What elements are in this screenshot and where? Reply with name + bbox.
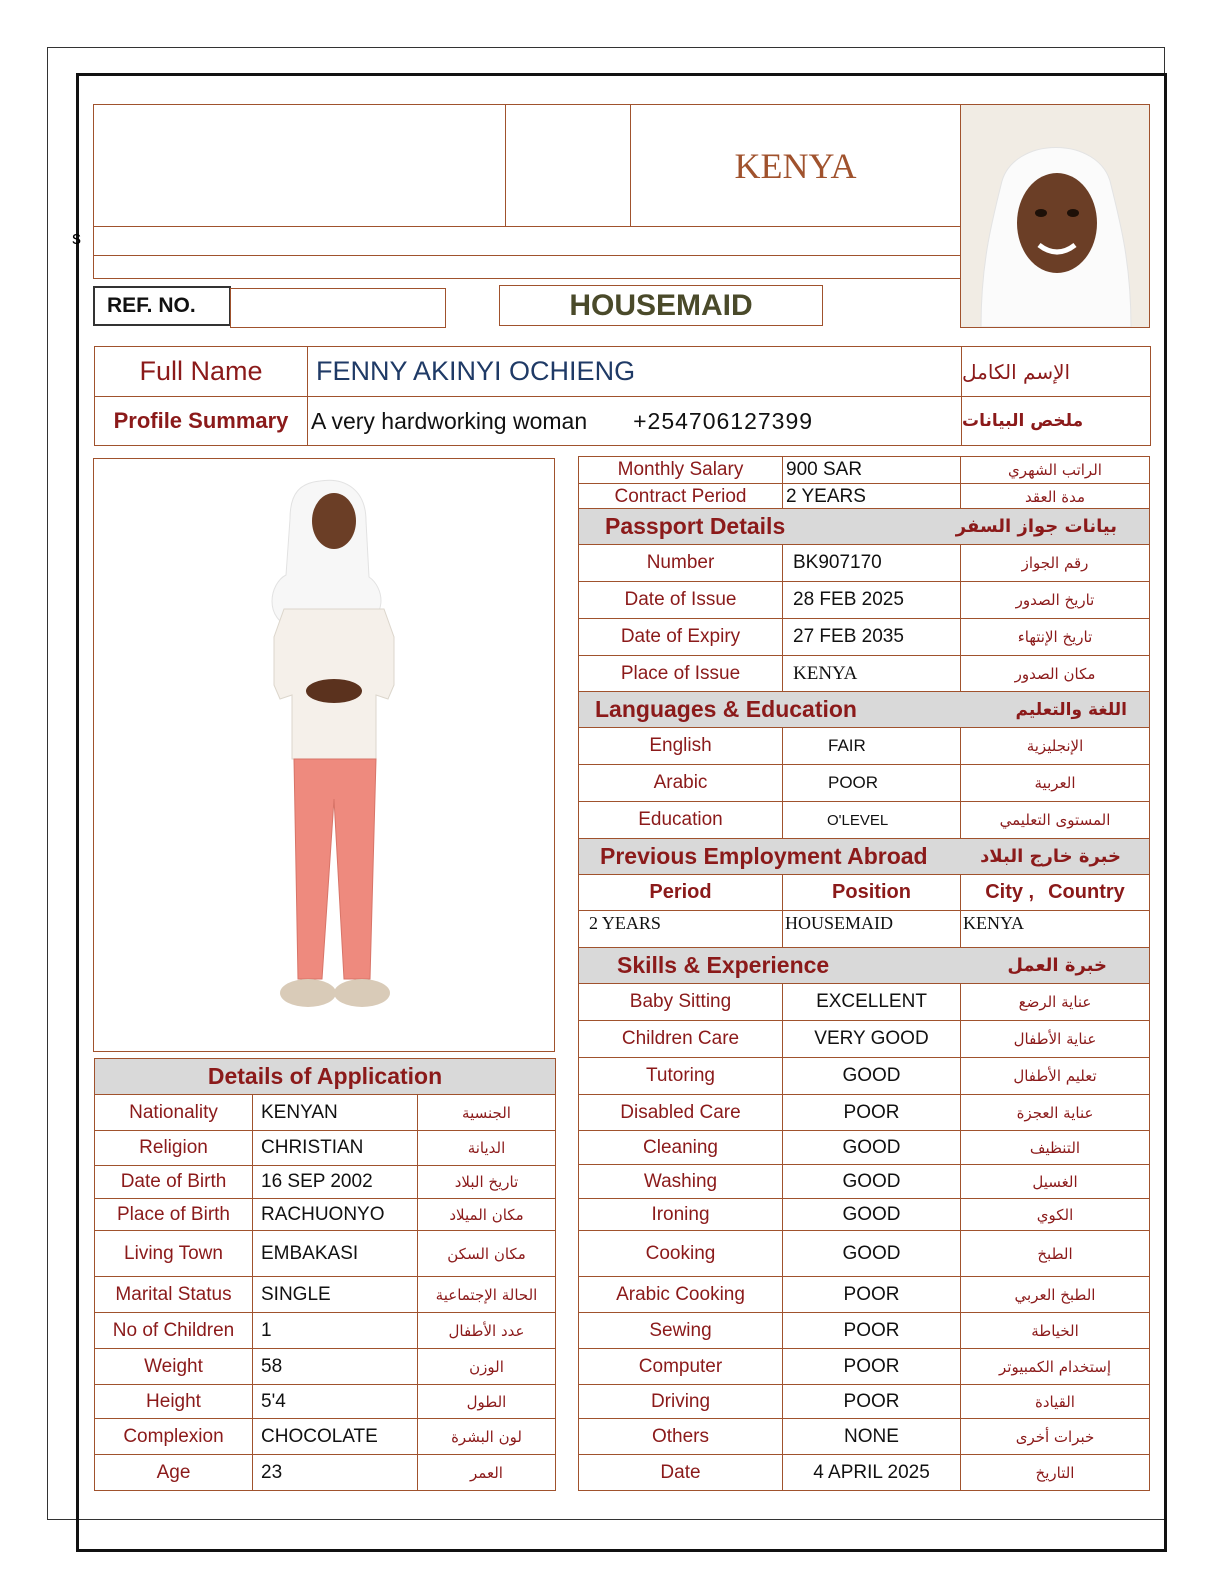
skill-row-ar: عناية العجزة <box>960 1094 1150 1131</box>
position-title: HOUSEMAID <box>499 285 823 326</box>
employment-col-country: Country <box>1048 881 1125 903</box>
ref-no-label: REF. NO. <box>93 286 231 326</box>
application-row-ar: مكان السكن <box>417 1230 556 1277</box>
skill-row-value: GOOD <box>782 1164 961 1199</box>
skill-row-ar: الطبخ <box>960 1230 1150 1277</box>
skill-row-label: Tutoring <box>578 1057 783 1095</box>
application-row-value: 5'4 <box>252 1384 418 1419</box>
employment-row-country: KENYA <box>960 910 1150 948</box>
passport-row-value: KENYA <box>782 655 961 693</box>
application-row-label: Complexion <box>94 1418 253 1455</box>
language-row-label: Education <box>578 801 783 839</box>
skills-section-header <box>578 947 1150 984</box>
application-row-label: Living Town <box>94 1230 253 1277</box>
profile-summary-label: Profile Summary <box>94 396 308 446</box>
header-blank-row-1 <box>93 226 961 256</box>
profile-summary-value <box>307 396 962 446</box>
full-body-photo <box>93 458 555 1052</box>
skill-row-value: GOOD <box>782 1230 961 1277</box>
skill-row-ar: التاريخ <box>960 1454 1150 1491</box>
header-blank-box-1 <box>93 104 506 227</box>
passport-row-value: 27 FEB 2035 <box>782 618 961 656</box>
application-row-value: 16 SEP 2002 <box>252 1165 418 1199</box>
passport-row-ar: تاريخ الصدور <box>960 581 1150 619</box>
skill-row-ar: عناية الأطفال <box>960 1020 1150 1058</box>
skill-row-ar: الكوي <box>960 1198 1150 1231</box>
skill-row-ar: عناية الرضع <box>960 983 1150 1021</box>
skill-row-value: NONE <box>782 1418 961 1455</box>
languages-section-title: Languages & Education <box>595 696 857 722</box>
passport-row-ar: تاريخ الإنتهاء <box>960 618 1150 656</box>
skill-row-ar: التنظيف <box>960 1130 1150 1165</box>
skills-section-title-ar: خبرة العمل <box>1007 955 1107 976</box>
skill-row-label: Arabic Cooking <box>578 1276 783 1313</box>
full-name-ar: الإسم الكامل <box>961 346 1151 397</box>
employment-section-title: Previous Employment Abroad <box>600 843 928 869</box>
skill-row-value: GOOD <box>782 1057 961 1095</box>
full-name-value: FENNY AKINYI OCHIENG <box>307 346 962 397</box>
employment-col-city: City , <box>985 881 1035 903</box>
application-row-ar: عدد الأطفال <box>417 1312 556 1349</box>
application-row-label: Marital Status <box>94 1276 253 1313</box>
profile-summary-ar: ملخص البيانات <box>961 396 1151 446</box>
skill-row-label: Others <box>578 1418 783 1455</box>
ref-no-field <box>230 288 446 328</box>
passport-row-label: Place of Issue <box>578 655 783 693</box>
application-row-value: SINGLE <box>252 1276 418 1313</box>
skill-row-label: Cleaning <box>578 1130 783 1165</box>
skill-row-value: 4 APRIL 2025 <box>782 1454 961 1491</box>
application-row-value: RACHUONYO <box>252 1198 418 1231</box>
application-row-ar: العمر <box>417 1454 556 1491</box>
passport-row-value: BK907170 <box>782 544 961 582</box>
application-row-value: 58 <box>252 1348 418 1385</box>
application-row-ar: الجنسية <box>417 1094 556 1131</box>
language-row-ar: الإنجليزية <box>960 727 1150 765</box>
employment-section-header <box>578 838 1150 875</box>
passport-row-value: 28 FEB 2025 <box>782 581 961 619</box>
skill-row-ar: خبرات أخرى <box>960 1418 1150 1455</box>
application-row-value: CHOCOLATE <box>252 1418 418 1455</box>
skill-row-label: Cooking <box>578 1230 783 1277</box>
languages-section-header <box>578 691 1150 728</box>
skill-row-value: POOR <box>782 1348 961 1385</box>
language-row-value: FAIR <box>782 727 961 765</box>
contract-row-ar: مدة العقد <box>960 483 1150 510</box>
language-row-ar: العربية <box>960 764 1150 802</box>
application-row-label: Place of Birth <box>94 1198 253 1231</box>
language-row-label: Arabic <box>578 764 783 802</box>
skill-row-label: Driving <box>578 1384 783 1419</box>
application-row-label: Weight <box>94 1348 253 1385</box>
skill-row-label: Date <box>578 1454 783 1491</box>
full-body-illustration <box>94 459 554 1051</box>
application-row-label: Age <box>94 1454 253 1491</box>
contract-row-label: Monthly Salary <box>578 456 783 484</box>
application-row-label: Religion <box>94 1130 253 1166</box>
application-row-ar: مكان الميلاد <box>417 1198 556 1231</box>
skill-row-ar: إستخدام الكمبيوتر <box>960 1348 1150 1385</box>
profile-summary-text: A very hardworking woman <box>311 407 588 434</box>
application-row-value: KENYAN <box>252 1094 418 1131</box>
skill-row-value: POOR <box>782 1094 961 1131</box>
skill-row-ar: الغسيل <box>960 1164 1150 1199</box>
stray-mark: s <box>72 228 81 248</box>
passport-section-title-ar: بيانات جواز السفر <box>955 516 1117 537</box>
skill-row-ar: تعليم الأطفال <box>960 1057 1150 1095</box>
application-row-value: 23 <box>252 1454 418 1491</box>
skill-row-value: POOR <box>782 1276 961 1313</box>
employment-section-title-ar: خبرة خارج البلاد <box>980 846 1121 867</box>
skill-row-label: Ironing <box>578 1198 783 1231</box>
language-row-label: English <box>578 727 783 765</box>
application-row-value: 1 <box>252 1312 418 1349</box>
employment-col-position: Position <box>782 874 961 911</box>
header-blank-row-2 <box>93 255 961 279</box>
passport-row-label: Date of Issue <box>578 581 783 619</box>
language-row-value: O'LEVEL <box>782 801 961 839</box>
skill-row-label: Sewing <box>578 1312 783 1349</box>
languages-section-title-ar: اللغة والتعليم <box>1015 699 1127 720</box>
skill-row-value: GOOD <box>782 1198 961 1231</box>
application-row-value: EMBAKASI <box>252 1230 418 1277</box>
employment-row-period: 2 YEARS <box>578 910 783 948</box>
application-row-ar: الديانة <box>417 1130 556 1166</box>
passport-row-ar: رقم الجواز <box>960 544 1150 582</box>
skill-row-ar: الطبخ العربي <box>960 1276 1150 1313</box>
skill-row-value: GOOD <box>782 1130 961 1165</box>
contract-row-ar: الراتب الشهري <box>960 456 1150 484</box>
employment-col-period: Period <box>578 874 783 911</box>
headshot-photo <box>960 104 1150 328</box>
application-row-value: CHRISTIAN <box>252 1130 418 1166</box>
skill-row-value: VERY GOOD <box>782 1020 961 1058</box>
contract-row-value: 900 SAR <box>782 456 961 484</box>
employment-col-city-country <box>960 874 1150 911</box>
skill-row-label: Washing <box>578 1164 783 1199</box>
skill-row-label: Disabled Care <box>578 1094 783 1131</box>
passport-row-ar: مكان الصدور <box>960 655 1150 693</box>
application-row-ar: الحالة الإجتماعية <box>417 1276 556 1313</box>
country-title: KENYA <box>630 104 961 227</box>
application-row-label: No of Children <box>94 1312 253 1349</box>
skill-row-value: POOR <box>782 1384 961 1419</box>
contract-row-label: Contract Period <box>578 483 783 510</box>
header-blank-box-2 <box>505 104 631 227</box>
passport-section-title: Passport Details <box>605 513 786 539</box>
skill-row-value: POOR <box>782 1312 961 1349</box>
application-row-ar: تاريخ البلاد <box>417 1165 556 1199</box>
language-row-value: POOR <box>782 764 961 802</box>
passport-row-label: Date of Expiry <box>578 618 783 656</box>
application-row-label: Nationality <box>94 1094 253 1131</box>
passport-section-header <box>578 508 1150 545</box>
skill-row-label: Baby Sitting <box>578 983 783 1021</box>
headshot-illustration <box>961 105 1149 327</box>
skill-row-label: Computer <box>578 1348 783 1385</box>
skill-row-ar: القيادة <box>960 1384 1150 1419</box>
contract-row-value: 2 YEARS <box>782 483 961 510</box>
application-row-label: Height <box>94 1384 253 1419</box>
skill-row-ar: الخياطة <box>960 1312 1150 1349</box>
passport-row-label: Number <box>578 544 783 582</box>
language-row-ar: المستوى التعليمي <box>960 801 1150 839</box>
application-row-ar: لون البشرة <box>417 1418 556 1455</box>
skill-row-value: EXCELLENT <box>782 983 961 1021</box>
application-row-ar: الطول <box>417 1384 556 1419</box>
profile-phone: +254706127399 <box>633 407 814 434</box>
skills-section-title: Skills & Experience <box>617 952 830 978</box>
application-section-title: Details of Application <box>94 1058 556 1095</box>
full-name-label: Full Name <box>94 346 308 397</box>
employment-row-position: HOUSEMAID <box>782 910 961 948</box>
application-row-label: Date of Birth <box>94 1165 253 1199</box>
skill-row-label: Children Care <box>578 1020 783 1058</box>
application-row-ar: الوزن <box>417 1348 556 1385</box>
